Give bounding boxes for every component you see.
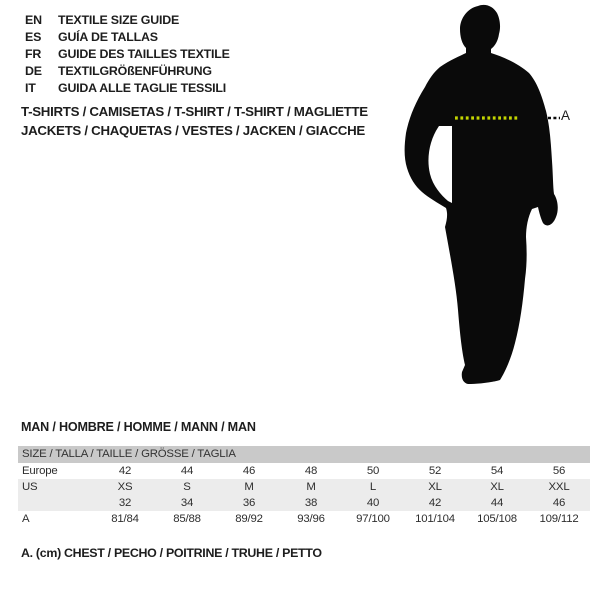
language-label: GUÍA DE TALLAS (58, 30, 158, 44)
size-value: 40 (366, 497, 380, 509)
measure-label-a: A (561, 108, 571, 123)
size-value: 89/92 (235, 513, 263, 525)
size-value: XL (428, 481, 442, 493)
size-value: 93/96 (297, 513, 325, 525)
size-value: 109/112 (539, 513, 579, 525)
size-table (18, 446, 590, 527)
size-value: S (183, 481, 191, 493)
size-value: 101/104 (415, 513, 455, 525)
language-row (25, 63, 230, 80)
size-value: 44 (180, 465, 194, 477)
language-list (25, 12, 230, 97)
gender-heading: MAN / HOMBRE / HOMME / MANN / MAN (21, 420, 256, 434)
category-jackets: JACKETS / CHAQUETAS / VESTES / JACKEN / GIACCHE (21, 122, 365, 138)
size-value: 42 (428, 497, 442, 509)
size-value: 32 (118, 497, 132, 509)
language-code: DE (25, 64, 42, 78)
language-code: FR (25, 47, 42, 61)
row-label: US (22, 481, 38, 493)
size-value: XXL (548, 481, 570, 493)
man-silhouette-svg (400, 0, 578, 396)
language-label: GUIDA ALLE TAGLIE TESSILI (58, 81, 227, 95)
size-value: 50 (366, 465, 380, 477)
size-value: 46 (552, 497, 566, 509)
size-value: 42 (118, 465, 132, 477)
table-row (18, 463, 590, 479)
size-value: 97/100 (356, 513, 390, 525)
table-row (18, 511, 590, 527)
size-value: 38 (304, 497, 318, 509)
language-label: TEXTILE SIZE GUIDE (58, 13, 180, 27)
size-value: 36 (242, 497, 256, 509)
size-value: 34 (180, 497, 194, 509)
language-row (25, 80, 230, 97)
language-label: GUIDE DES TAILLES TEXTILE (58, 47, 230, 61)
table-row (18, 479, 590, 495)
language-row (25, 29, 230, 46)
size-table-rows (18, 463, 590, 527)
man-silhouette-shape (405, 5, 558, 384)
row-label (18, 495, 94, 511)
size-value: XS (117, 481, 133, 493)
size-value: 48 (304, 465, 318, 477)
size-value: 44 (490, 497, 504, 509)
category-tshirts: T-SHIRTS / CAMISETAS / T-SHIRT / T-SHIRT / MAGLIETTE (21, 104, 368, 119)
size-value: 52 (428, 465, 442, 477)
size-value: L (369, 481, 377, 493)
language-code: ES (25, 30, 42, 44)
size-value: XL (490, 481, 504, 493)
language-code: EN (25, 13, 42, 27)
size-value: 81/84 (111, 513, 139, 525)
size-value: 56 (552, 465, 566, 477)
row-label: A (22, 513, 30, 525)
language-row (25, 46, 230, 63)
row-label: Europe (22, 465, 58, 477)
language-row (25, 12, 230, 29)
language-label: TEXTILGRÖßENFÜHRUNG (58, 64, 212, 78)
size-value: 54 (490, 465, 504, 477)
size-table-header: SIZE / TALLA / TAILLE / GRÖSSE / TAGLIA (18, 446, 590, 463)
man-silhouette-figure (400, 0, 578, 396)
size-value: 105/108 (477, 513, 517, 525)
size-value: M (306, 481, 316, 493)
measurement-footnote: A. (cm) CHEST / PECHO / POITRINE / TRUHE / PETTO (21, 546, 322, 560)
language-code: IT (25, 81, 36, 95)
size-value: 85/88 (173, 513, 201, 525)
size-value: 46 (242, 465, 256, 477)
table-row (18, 495, 590, 511)
category-titles (21, 103, 368, 140)
size-value: M (244, 481, 254, 493)
